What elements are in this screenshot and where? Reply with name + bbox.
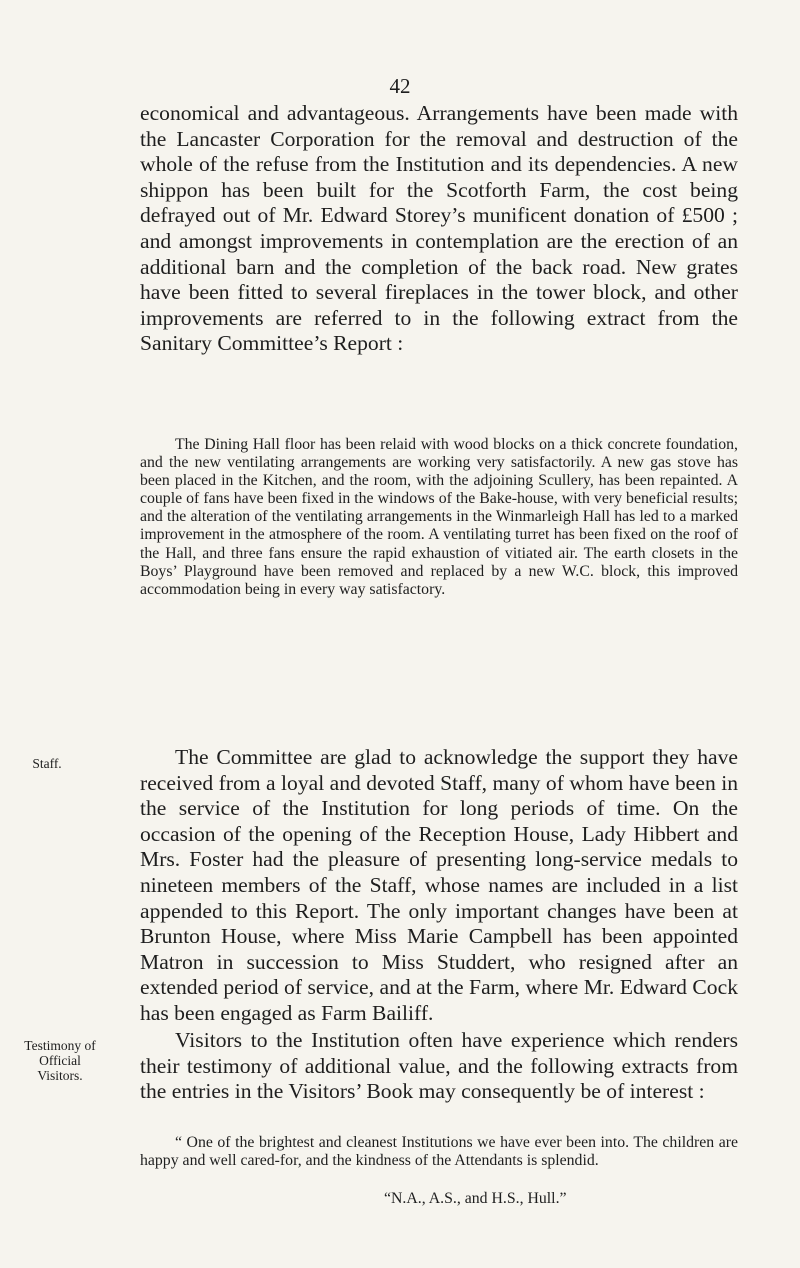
continuation-paragraph: economical and advantageous. Arrangements have been made with the Lancaster Corporation for the removal and destruction of the whole of the refuse from the Institution and its dependencies. A new shippon has been built for the Scotforth Farm, the cost being defrayed out of Mr. Edward Storey’s munificent donation of £500 ; and amongst improvements in contemplation are the erection of an additional barn and the completion of the back road. New grates have been fitted to several fireplaces in the tower block, and other improvements are referred to in the following extract from the Sanitary Committee’s Report : [140, 101, 738, 356]
page-number: 42 [389, 74, 411, 98]
visitors-paragraph: Visitors to the Institution often have experience which renders their testimony of additional value, and the following extracts from the entries in the Visitors’ Book may consequently be of interest : [140, 1028, 738, 1104]
staff-paragraph: The Committee are glad to acknowledge the support they have received from a loyal and devoted Staff, many of whom have been in the service of the Institution for long periods of time. On the occasion of the opening of the Reception House, Lady Hibbert and Mrs. Foster had the pleasure of presenting long-service medals to nineteen members of the Staff, whose names are included in a list appended to this Report. The only important changes have been at Brunton House, where Miss Marie Campbell has been appointed Matron in succession to Miss Studdert, who resigned after an extended period of service, and at the Farm, where Mr. Edward Cock has been engaged as Farm Bailiff. [140, 745, 738, 1025]
margin-note-staff: Staff. [32, 756, 62, 771]
margin-note-testimony-line2: Official [39, 1053, 81, 1068]
visitor-signature: “N.A., A.S., and H.S., Hull.” [384, 1190, 567, 1207]
margin-note-testimony [12, 1038, 108, 1083]
sanitary-report-extract: The Dining Hall floor has been relaid with wood blocks on a thick concrete foundation, and the new ventilating arrangements are working very satisfactorily. A new gas stove has been placed in the Kitchen, and the room, with the adjoining Scullery, has been repainted. A couple of fans have been fixed in the windows of the Bake-house, with very beneficial results; and the alteration of the ventilating arrangements in the Winmarleigh Hall has led to a marked improvement in the atmosphere of the room. A ventilating turret has been fixed on the roof of the Hall, and three fans ensure the rapid exhaustion of vitiated air. The earth closets in the Boys’ Playground have been removed and replaced by a new W.C. block, this improved accommodation being in every way satisfactory. [140, 436, 738, 598]
margin-note-testimony-line3: Visitors. [37, 1068, 83, 1083]
visitor-quote: “ One of the brightest and cleanest Institutions we have ever been into. The children are happy and well cared-for, and the kindness of the Attendants is splendid. [140, 1134, 738, 1170]
margin-note-testimony-line1: Testimony of [24, 1038, 96, 1053]
